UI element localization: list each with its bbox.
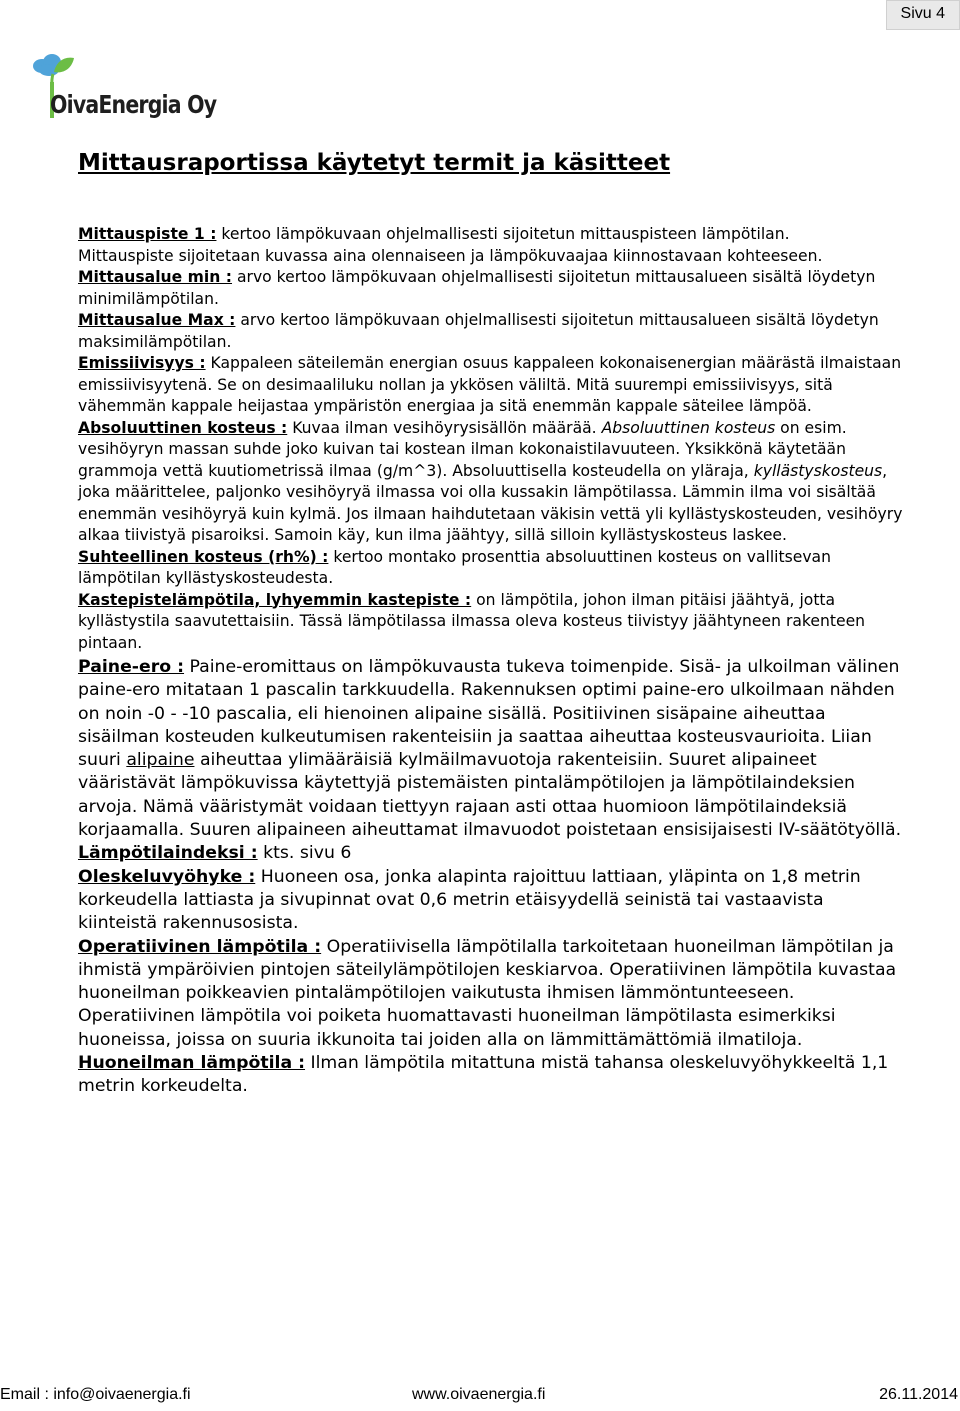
term-label: Huoneilman lämpötila : xyxy=(78,1053,306,1074)
term-mittauspiste xyxy=(78,224,908,267)
term-text: Operatiivisella lämpötilalla tarkoitetaan huoneilman lämpötilan ja ihmistä ympäröivien pintojen säteilylämpötilojen keskiarvoa. Operatiivinen lämpötila kuvastaa huoneilman poikkeavien pintalämpötilojen vaikutusta ihmisen lämmöntunteeseen. Operatiivinen lämpötila voi poiketa huomattavasti huoneilman lämpötilasta esimerkiksi huoneissa, joissa on suuria ikkunoita tai joiden alla on lämmittämättömiä ilmatiloja. xyxy=(78,936,897,1050)
term-text: Kuvaa ilman vesihöyrysisällön määrää. xyxy=(287,418,602,437)
term-label: Absoluuttinen kosteus : xyxy=(78,418,288,437)
terms-content xyxy=(78,224,908,1099)
footer-email[interactable]: Email : info@oivaenergia.fi xyxy=(0,1386,191,1403)
term-text: Huoneen osa, jonka alapinta rajoittuu lattiaan, yläpinta on 1,8 metrin korkeudella lattiasta ja sivupinnat ovat 0,6 metrin etäisyydellä seinistä tai vastaavista kiinteistä rakennusosista. xyxy=(78,866,861,934)
term-oleskeluvyohyke xyxy=(78,866,908,936)
term-text: kertoo montako prosenttia absoluuttinen kosteus on vallitsevan lämpötilan kyllästyskosteudesta. xyxy=(78,547,831,587)
alipaine-link[interactable]: alipaine xyxy=(126,750,195,771)
term-text: Kappaleen säteilemän energian osuus kappaleen kokonaisenergian määrästä ilmaistaan emissiivisyytenä. Se on desimaaliluku nollan ja ykkösen väliltä. Mitä suurempi emissiivisyys, sitä vähemmän kappale heijastaa ympäristön energiaa ja sitä enemmän kappale säteilee lämpöä. xyxy=(78,354,902,415)
term-text: Ilman lämpötila mitattuna mistä tahansa oleskeluvyöhykkeeltä 1,1 metrin korkeudelta. xyxy=(78,1053,889,1097)
term-text: arvo kertoo lämpökuvaan ohjelmallisesti sijoitetun mittausalueen sisältä löydetyn maksimilämpötilan. xyxy=(78,311,879,351)
term-mittausalue-min xyxy=(78,267,908,310)
term-huoneilman-lampotila xyxy=(78,1052,908,1099)
term-label: Mittausalue Max : xyxy=(78,311,236,329)
term-text: arvo kertoo lämpökuvaan ohjelmallisesti sijoitetun mittausalueen sisältä löydetyn minimilämpötilan. xyxy=(78,268,876,308)
term-mittausalue-max xyxy=(78,310,908,353)
term-text: kts. sivu 6 xyxy=(257,843,352,864)
term-text: on esim. vesihöyryn massan suhde joko kuivan tai kostean ilman kokonaistilavuuteen. Yksikkönä käytetään grammoja vettä kuutiometrissä ilmaa (g/m^3). Absoluuttisella kosteudella on yläraja, xyxy=(78,418,847,480)
term-label: Mittausalue min : xyxy=(78,268,233,286)
term-label: Mittauspiste 1 : xyxy=(78,225,217,243)
term-label: Oleskeluvyöhyke : xyxy=(78,866,256,887)
term-italic: kyllästyskosteus xyxy=(753,461,883,480)
term-lampotilaindeksi xyxy=(78,842,908,865)
term-italic: Absoluuttinen kosteus xyxy=(601,418,776,437)
term-label: Lämpötilaindeksi : xyxy=(78,843,258,864)
footer-date: 26.11.2014 xyxy=(879,1386,958,1403)
term-label: Operatiivinen lämpötila : xyxy=(78,936,322,957)
term-text: Paine-eromittaus on lämpökuvausta tukeva toimenpide. Sisä- ja ulkoilman välinen paine-ero mitataan 1 pascalin tarkkuudella. Rakennuksen optimi paine-ero ulkoilmaan nähden on noin -0 - -10 pascalia, eli hienoinen alipaine sisällä. Positiivinen sisäpaine aiheuttaa sisäilman kosteuden kulkeutumisen rakenteisiin ja saattaa aiheuttaa kosteusvaurioita. Liian suuri xyxy=(78,657,900,771)
term-label: Suhteellinen kosteus (rh%) : xyxy=(78,547,329,566)
document-title: Mittausraportissa käytetyt termit ja käsitteet xyxy=(78,150,671,176)
term-text: aiheuttaa ylimääräisiä kylmäilmavuotoja rakenteisiin. Suuret alipaineet vääristävät lämpökuvissa käytettyjä pistemäisten pintalämpötilojen ja lämpötilaindeksien arvoja. Nämä vääristymät voidaan tiettyyn rajaan asti ottaa huomioon lämpötilaindeksiä korjaamalla. Suuren alipaineen aiheuttamat ilmavuodot poistetaan ensisijaisesti IV-säätötyöllä. xyxy=(78,750,902,841)
company-logo xyxy=(30,52,217,124)
term-suhteellinen-kosteus xyxy=(78,547,908,590)
term-text: Mittauspiste sijoitetaan kuvassa aina olennaiseen ja lämpökuvaajaa kiinnostavaan kohteeseen. xyxy=(78,246,823,265)
page-number-badge: Sivu 4 xyxy=(886,0,960,30)
term-absoluuttinen-kosteus xyxy=(78,418,908,547)
term-text: kertoo lämpökuvaan ohjelmallisesti sijoitetun mittauspisteen lämpötilan. xyxy=(216,225,790,243)
term-label: Emissiivisyys : xyxy=(78,354,206,372)
company-name: OivaEnergia Oy xyxy=(50,90,217,119)
term-label: Kastepistelämpötila, lyhyemmin kastepiste : xyxy=(78,590,472,609)
term-label: Paine-ero : xyxy=(78,657,185,677)
footer-website[interactable]: www.oivaenergia.fi xyxy=(412,1386,546,1403)
term-text: on lämpötila, johon ilman pitäisi jäähtyä, jotta kyllästystila saavutettaisiin. Tässä lämpötilassa ilmassa oleva kosteus tiivistyy jäähtyneen rakenteen pintaan. xyxy=(78,590,866,652)
term-text: , joka määrittelee, paljonko vesihöyryä ilmassa voi olla kussakin lämpötilassa. Lämmin ilma voi sisältää enemmän vesihöyryä kuin kylmä. Jos ilmaan haihdutetaan väkisin vettä yli kyllästyskosteuden, vesihöyry alkaa tiivistyä pisaroiksi. Samoin käy, kun ilma jäähtyy, sillä silloin kyllästyskosteus laskee. xyxy=(78,461,903,544)
term-paine-ero xyxy=(78,656,908,842)
term-emissiivisyys xyxy=(78,353,908,418)
term-operatiivinen-lampotila xyxy=(78,936,908,1052)
term-kastepiste xyxy=(78,590,908,655)
